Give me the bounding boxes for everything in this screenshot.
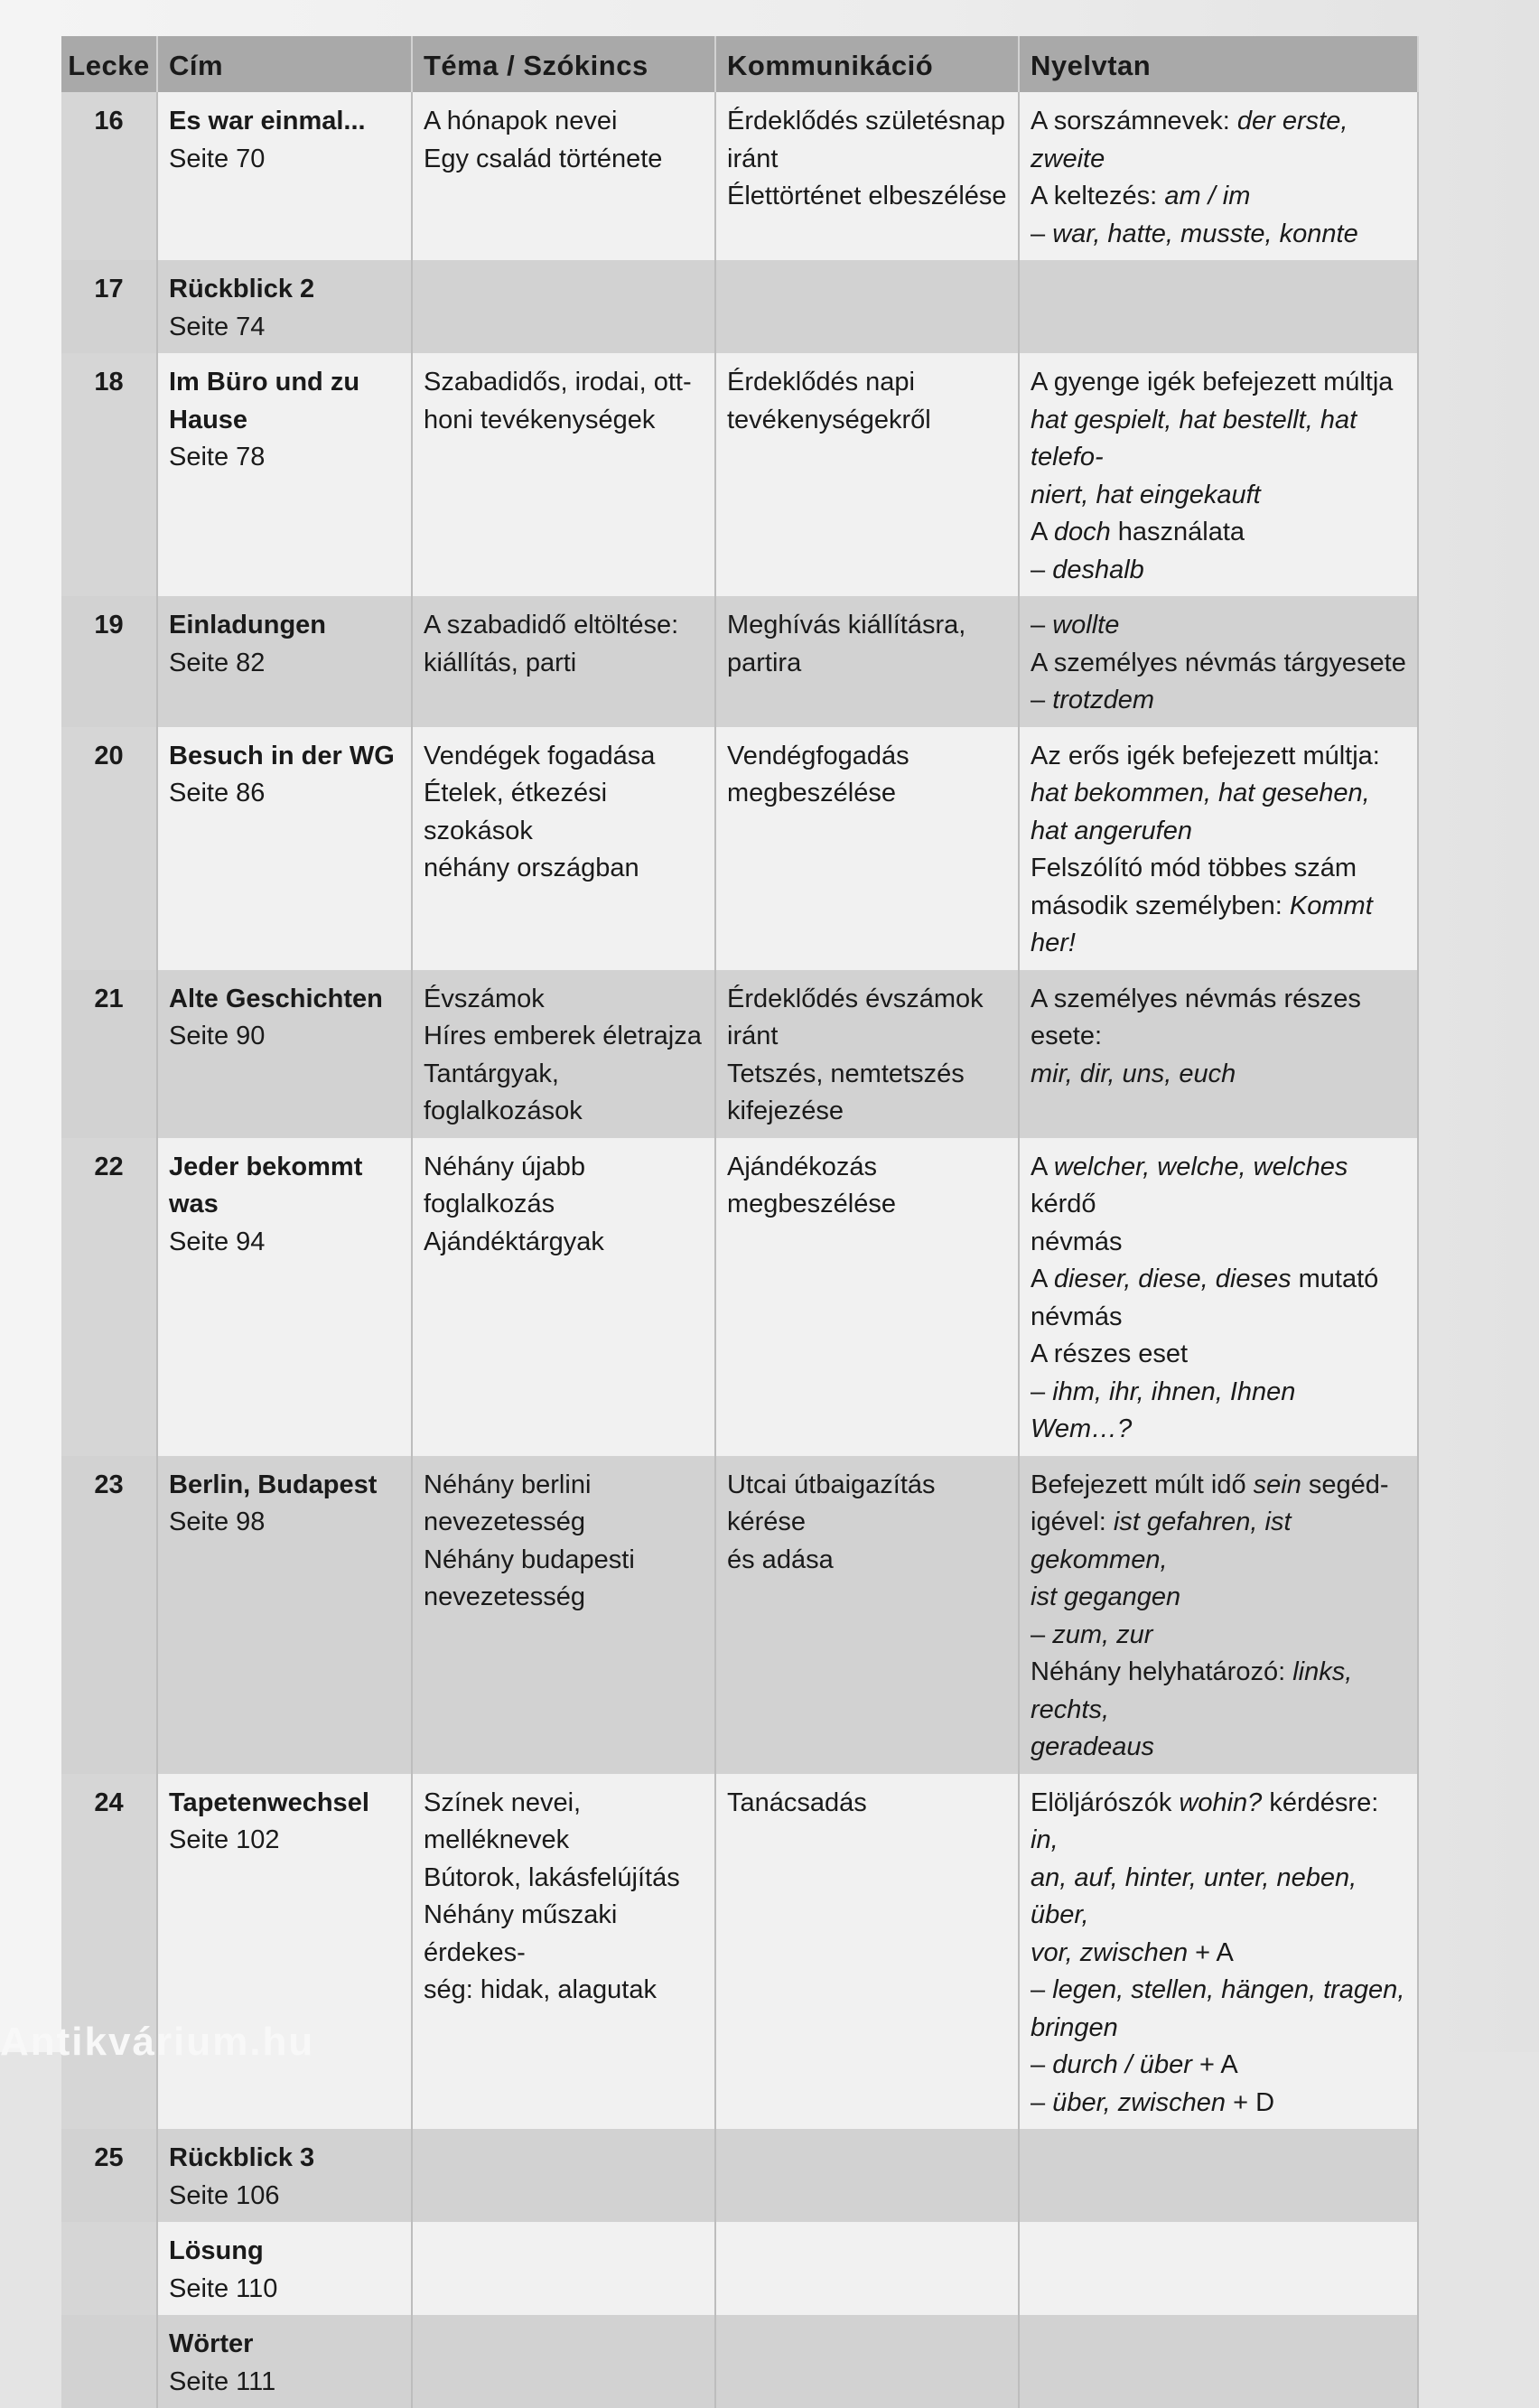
nyel-line: – war, hatte, musste, konnte (1031, 219, 1358, 248)
komm-line: Meghívás kiállításra, (727, 611, 966, 639)
tema-line: Egy család története (424, 144, 663, 173)
nyel-line: bringen (1031, 2012, 1118, 2042)
nyel-cell (1019, 970, 1418, 1138)
cim-cell (157, 1774, 412, 2130)
lecke-number: 25 (61, 2129, 157, 2222)
lecke-number: 23 (61, 1456, 157, 1774)
nyel-cell (1019, 260, 1418, 353)
nyel-line: – legen, stellen, hängen, tragen, (1031, 1975, 1405, 2004)
komm-line: Érdeklődés évszámok (727, 984, 984, 1013)
tema-line: Néhány berlini (424, 1470, 592, 1499)
lesson-page: Seite 86 (169, 779, 266, 807)
tema-cell (412, 2222, 715, 2315)
nyel-line: niert, hat eingekauft (1031, 480, 1261, 509)
cim-cell (157, 2315, 412, 2408)
tema-line: Néhány budapesti (424, 1545, 635, 1574)
nyel-line: vor, zwischen + A (1031, 1937, 1234, 1967)
komm-cell (715, 1774, 1019, 2130)
tema-cell (412, 1774, 715, 2130)
nyel-line: mir, dir, uns, euch (1031, 1059, 1236, 1088)
komm-line: tevékenységekről (727, 405, 931, 434)
komm-cell (715, 353, 1019, 596)
table-row (61, 260, 1418, 353)
cim-cell (157, 596, 412, 727)
tema-cell (412, 1456, 715, 1774)
lesson-page: Seite 70 (169, 144, 266, 173)
lesson-page: Seite 94 (169, 1227, 266, 1256)
komm-line: Érdeklődés születésnap (727, 107, 1005, 135)
lesson-page: Seite 102 (169, 1825, 280, 1854)
tema-cell (412, 260, 715, 353)
lecke-number: 20 (61, 727, 157, 970)
komm-cell (715, 2315, 1019, 2408)
nyel-line: A személyes névmás részes esete: (1031, 984, 1361, 1050)
table-row (61, 2222, 1418, 2315)
table-row (61, 1456, 1418, 1774)
lesson-title: Tapetenwechsel (169, 1787, 369, 1817)
lesson-page: Seite 82 (169, 648, 266, 677)
nyel-line: A doch használata (1031, 518, 1245, 546)
komm-cell (715, 92, 1019, 260)
tema-line: Ételek, étkezési szokások (424, 779, 608, 845)
nyel-cell (1019, 727, 1418, 970)
cim-cell (157, 260, 412, 353)
tema-cell (412, 353, 715, 596)
nyel-line: – deshalb (1031, 555, 1144, 584)
komm-line: partira (727, 648, 802, 677)
lesson-title: Es war einmal... (169, 107, 366, 135)
nyel-line: Felszólító mód többes szám (1031, 854, 1357, 882)
lecke-number (61, 2315, 157, 2408)
lesson-title: Alte Geschichten (169, 984, 383, 1013)
nyel-line: A személyes névmás tárgyesete (1031, 648, 1406, 677)
table-row (61, 353, 1418, 596)
nyel-line: an, auf, hinter, unter, neben, über, (1031, 1862, 1357, 1929)
nyel-line: hat bekommen, hat gesehen, (1031, 779, 1370, 807)
header-cim: Cím (157, 36, 412, 92)
komm-line: megbeszélése (727, 779, 896, 807)
nyel-line: A welcher, welche, welches kérdő (1031, 1152, 1348, 1218)
table-row (61, 1774, 1418, 2130)
nyel-cell (1019, 596, 1418, 727)
tema-line: nevezetesség (424, 1507, 585, 1536)
nyel-line: – über, zwischen + D (1031, 2087, 1275, 2117)
lecke-number: 17 (61, 260, 157, 353)
tema-line: Ajándéktárgyak (424, 1227, 604, 1256)
header-lecke: Lecke (61, 36, 157, 92)
nyel-line: Néhány helyhatározó: links, rechts, (1031, 1657, 1353, 1724)
lecke-number: 22 (61, 1138, 157, 1456)
komm-cell (715, 596, 1019, 727)
table-row (61, 596, 1418, 727)
nyel-line: Befejezett múlt idő sein segéd- (1031, 1470, 1389, 1499)
cim-cell (157, 2222, 412, 2315)
tema-line: Híres emberek életrajza (424, 1022, 702, 1050)
tema-line: Tantárgyak, foglalkozások (424, 1059, 583, 1125)
nyel-cell (1019, 2222, 1418, 2315)
nyel-line: második személyben: Kommt her! (1031, 891, 1373, 957)
tema-line: nevezetesség (424, 1582, 585, 1611)
tema-line: Bútorok, lakásfelújítás (424, 1862, 680, 1892)
lesson-page: Seite 74 (169, 312, 266, 341)
komm-cell (715, 1138, 1019, 1456)
lesson-page: Seite 110 (169, 2273, 278, 2303)
komm-line: kifejezése (727, 1097, 844, 1125)
komm-cell (715, 970, 1019, 1138)
watermark: Antikvárium.hu (0, 2020, 315, 2064)
tema-line: kiállítás, parti (424, 648, 577, 677)
tema-line: Néhány műszaki érdekes- (424, 1900, 618, 1967)
komm-line: megbeszélése (727, 1190, 896, 1218)
nyel-line: igével: ist gefahren, ist gekommen, (1031, 1507, 1292, 1574)
komm-line: Tanácsadás (727, 1787, 867, 1817)
nyel-line: névmás (1031, 1302, 1123, 1331)
nyel-line: A részes eset (1031, 1339, 1189, 1368)
lesson-title: Rückblick 3 (169, 2143, 315, 2172)
header-nyelvtan: Nyelvtan (1019, 36, 1418, 92)
lesson-page: Seite 98 (169, 1507, 266, 1536)
tema-cell (412, 596, 715, 727)
nyel-line: – wollte (1031, 611, 1120, 639)
lesson-title: Im Büro und zu Hause (169, 368, 360, 434)
lesson-title: Rückblick 2 (169, 275, 315, 303)
lesson-title: Einladungen (169, 611, 326, 639)
lecke-number: 18 (61, 353, 157, 596)
komm-cell (715, 727, 1019, 970)
komm-line: iránt (727, 144, 779, 173)
tema-line: ség: hidak, alagutak (424, 1975, 657, 2004)
cim-cell (157, 2129, 412, 2222)
komm-cell (715, 2222, 1019, 2315)
nyel-line: A keltezés: am / im (1031, 182, 1251, 210)
tema-line: néhány országban (424, 854, 639, 882)
table-row (61, 727, 1418, 970)
tema-cell (412, 2129, 715, 2222)
cim-cell (157, 727, 412, 970)
cim-cell (157, 353, 412, 596)
tema-line: A hónapok nevei (424, 107, 618, 135)
tema-cell (412, 727, 715, 970)
lesson-title: Jeder bekommt was (169, 1152, 363, 1218)
tema-cell (412, 92, 715, 260)
komm-line: iránt (727, 1022, 779, 1050)
tema-line: Évszámok (424, 984, 545, 1013)
header-kommunikacio: Kommunikáció (715, 36, 1019, 92)
komm-line: Érdeklődés napi (727, 368, 915, 397)
nyel-line: – durch / über + A (1031, 2050, 1238, 2079)
komm-line: Utcai útbaigazítás kérése (727, 1470, 936, 1536)
lesson-title: Lösung (169, 2236, 264, 2265)
nyel-line: hat angerufen (1031, 816, 1192, 845)
lesson-page: Seite 90 (169, 1022, 266, 1050)
nyel-line: A gyenge igék befejezett múltja (1031, 368, 1394, 397)
nyel-line: hat gespielt, hat bestellt, hat telefo- (1031, 405, 1357, 471)
nyel-cell (1019, 1138, 1418, 1456)
nyel-line: Wem…? (1031, 1414, 1133, 1443)
nyel-line: Elöljárószók wohin? kérdésre: in, (1031, 1787, 1379, 1854)
nyel-line: névmás (1031, 1227, 1123, 1256)
nyel-line: ist gegangen (1031, 1582, 1181, 1611)
nyel-line: A dieser, diese, dieses mutató (1031, 1265, 1379, 1293)
tema-cell (412, 2315, 715, 2408)
lecke-number: 21 (61, 970, 157, 1138)
cim-cell (157, 1138, 412, 1456)
lecke-number: 16 (61, 92, 157, 260)
tema-line: Néhány újabb foglalkozás (424, 1152, 585, 1218)
nyel-line: – trotzdem (1031, 686, 1155, 714)
table-row (61, 970, 1418, 1138)
nyel-cell (1019, 353, 1418, 596)
tema-line: honi tevékenységek (424, 405, 656, 434)
tema-line: Vendégek fogadása (424, 741, 656, 770)
komm-line: Ajándékozás (727, 1152, 878, 1181)
table-row (61, 2129, 1418, 2222)
tema-line: Színek nevei, melléknevek (424, 1787, 582, 1854)
komm-line: Vendégfogadás (727, 741, 909, 770)
table-row (61, 2315, 1418, 2408)
nyel-line: A sorszámnevek: der erste, zweite (1031, 107, 1348, 173)
cim-cell (157, 1456, 412, 1774)
header-row (61, 36, 1418, 92)
komm-line: és adása (727, 1545, 834, 1574)
nyel-cell (1019, 2129, 1418, 2222)
nyel-line: Az erős igék befejezett múltja: (1031, 741, 1380, 770)
lesson-page: Seite 106 (169, 2180, 280, 2210)
tema-cell (412, 970, 715, 1138)
table-row (61, 1138, 1418, 1456)
nyel-cell (1019, 92, 1418, 260)
komm-line: Tetszés, nemtetszés (727, 1059, 965, 1088)
lecke-number: 19 (61, 596, 157, 727)
komm-line: Élettörténet elbeszélése (727, 182, 1007, 210)
komm-cell (715, 260, 1019, 353)
lecke-number: 24 (61, 1774, 157, 2130)
tema-cell (412, 1138, 715, 1456)
nyel-cell (1019, 1456, 1418, 1774)
nyel-line: geradeaus (1031, 1732, 1155, 1761)
cim-cell (157, 970, 412, 1138)
lesson-page: Seite 111 (169, 2366, 276, 2396)
lesson-title: Berlin, Budapest (169, 1470, 378, 1499)
lesson-title: Besuch in der WG (169, 741, 395, 770)
lecke-number (61, 2222, 157, 2315)
tema-line: Szabadidős, irodai, ott- (424, 368, 692, 397)
lesson-title: Wörter (169, 2329, 254, 2358)
nyel-cell (1019, 1774, 1418, 2130)
cim-cell (157, 92, 412, 260)
tema-line: A szabadidő eltöltése: (424, 611, 679, 639)
komm-cell (715, 2129, 1019, 2222)
nyel-line: – ihm, ihr, ihnen, Ihnen (1031, 1377, 1296, 1406)
lesson-page: Seite 78 (169, 443, 266, 471)
nyel-cell (1019, 2315, 1418, 2408)
table-row (61, 92, 1418, 260)
nyel-line: – zum, zur (1031, 1619, 1153, 1649)
komm-cell (715, 1456, 1019, 1774)
header-tema: Téma / Szókincs (412, 36, 715, 92)
